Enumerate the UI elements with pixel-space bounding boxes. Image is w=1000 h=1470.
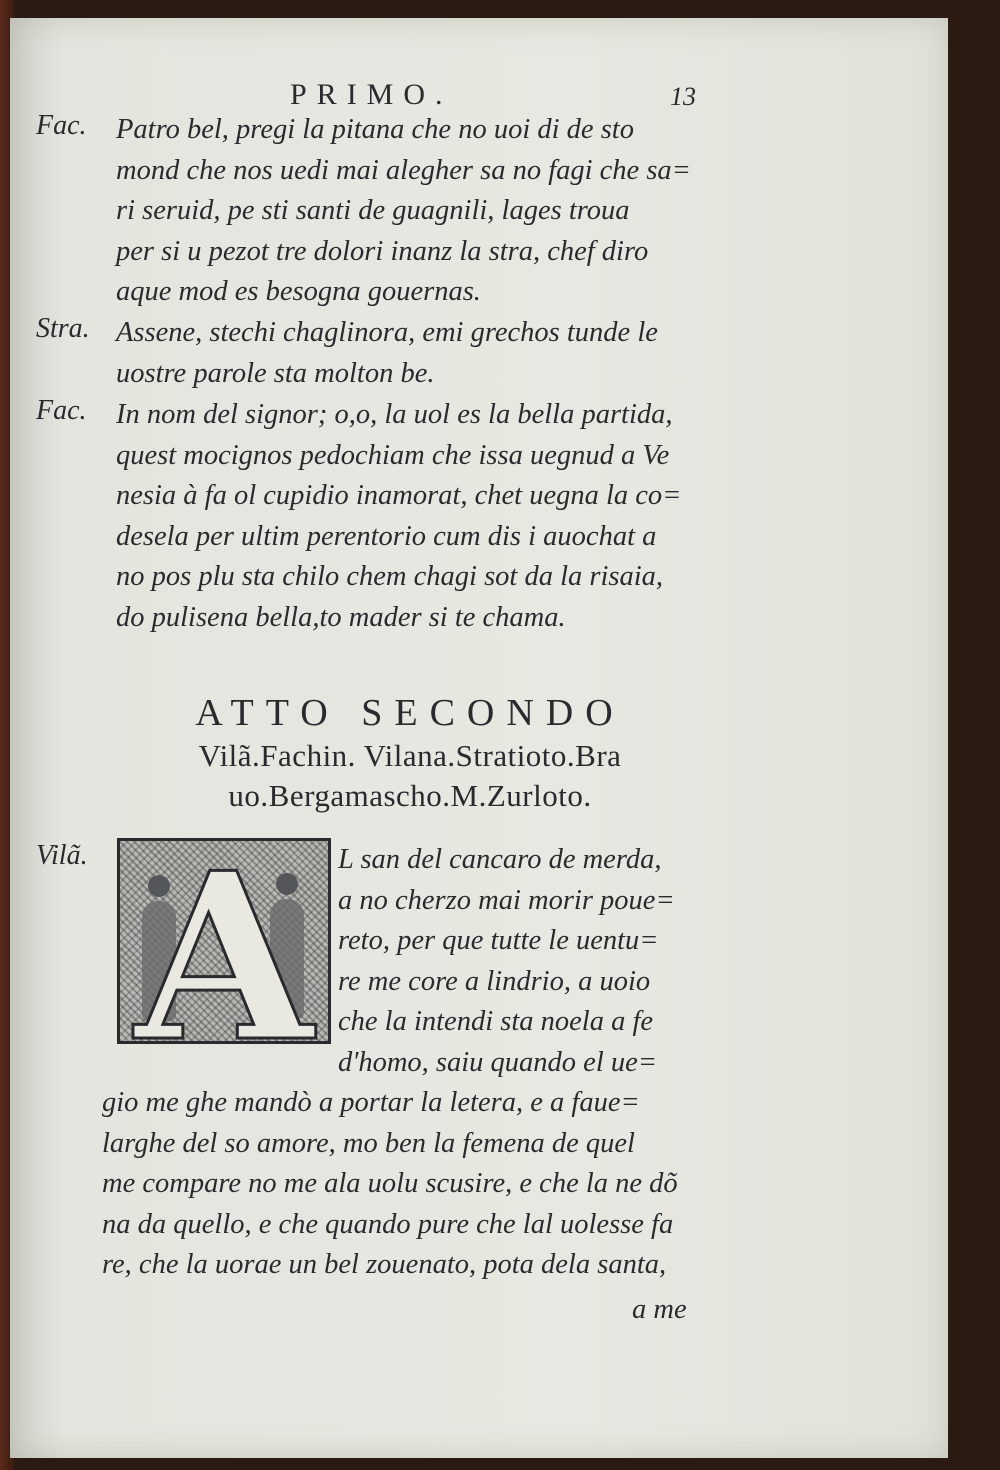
act-title: ATTO SECONDO (195, 692, 625, 734)
text-line: Assene, stechi chaglinora, emi grechos tunde le (116, 317, 658, 348)
text-line: do pulisena bella,to mader si te chama. (116, 601, 566, 633)
page-number: 13 (670, 82, 696, 111)
text-line: na da quello, e che quando pure che lal uolesse fa (102, 1208, 674, 1240)
text-line: ri seruid, pe sti santi de guagnili, lages troua (116, 195, 630, 226)
speech-lines (116, 110, 716, 313)
text-line: In nom del signor; o,o, la uol es la bella partida, (116, 399, 673, 430)
catchword: a me (632, 1294, 687, 1325)
text-line: mond che nos uedi mai alegher sa no fagi che sa= (116, 154, 691, 186)
cast-line: Vilã.Fachin. Vilana.Stratioto.Bra (198, 738, 622, 773)
text-line: L san del cancaro de merda, (338, 844, 662, 875)
text-line: larghe del so amore, mo ben la femena de quel (102, 1127, 635, 1159)
lines-beside-initial (338, 840, 738, 1083)
text-line: uostre parole sta molton be. (116, 357, 435, 389)
text-line: gio me ghe mandò a portar la letera, e a faue= (102, 1087, 640, 1118)
text-line: quest mocignos pedochiam che issa uegnud a Ve (116, 439, 670, 471)
text-line: per si u pezot tre dolori inanz la stra, chef diro (116, 235, 649, 267)
speech-lines (116, 395, 716, 638)
text-line: nesia à fa ol cupidio inamorat, chet uegna la co= (116, 480, 682, 511)
text-line: re me core a lindrio, a uoio (338, 965, 651, 997)
cast-line: uo.Bergamascho.M.Zurloto. (228, 778, 592, 813)
book-page (10, 18, 948, 1458)
act-heading (10, 690, 810, 816)
text-line: me compare no me ala uolu scusire, e che la ne dõ (102, 1168, 678, 1199)
speaker-label: Vilã. (36, 840, 88, 871)
text-line: a no cherzo mai morir poue= (338, 884, 675, 916)
text-line: d'homo, saiu quando el ue= (338, 1046, 658, 1078)
speaker-label: Stra. (36, 313, 90, 344)
text-line: aque mod es besogna gouernas. (116, 276, 481, 307)
speech-lines (116, 313, 716, 394)
initial-letter: A (134, 838, 314, 1044)
text-line: reto, per que tutte le uentu= (338, 925, 659, 956)
text-line: re, che la uorae un bel zouenato, pota dela santa, (102, 1249, 667, 1280)
lines-full-width (102, 1083, 722, 1286)
text-line: desela per ultim perentorio cum dis i auochat a (116, 520, 657, 552)
running-head-title: PRIMO. (290, 78, 453, 111)
text-line: Patro bel, pregi la pitana che no uoi di de sto (116, 114, 634, 145)
decorated-initial-illustration (117, 838, 331, 1044)
text-line: che la intendi sta noela a fe (338, 1006, 654, 1037)
speaker-label: Fac. (36, 110, 87, 141)
speaker-label: Fac. (36, 395, 87, 426)
text-line: no pos plu sta chilo chem chagi sot da la risaia, (116, 561, 664, 592)
